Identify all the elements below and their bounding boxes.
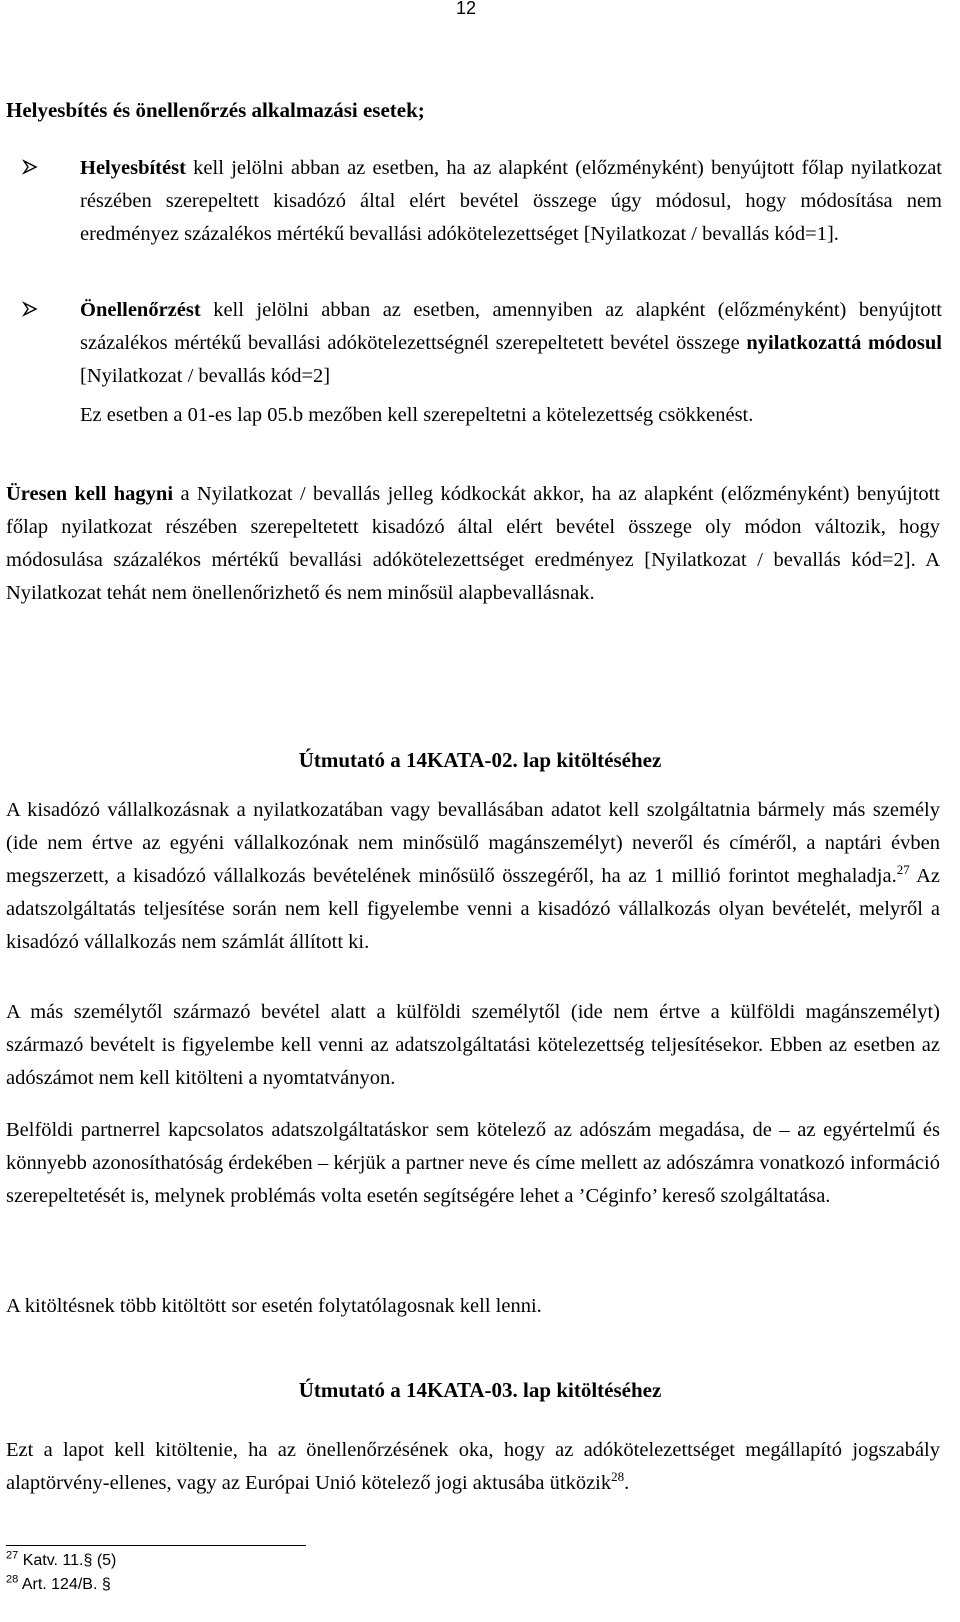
section-02-paragraph-1: A kisadózó vállalkozásnak a nyilatkozatában vagy bevallásában adatot kell szolgáltatnia bármely más személy (ide nem értve az egyéni vállalkozónak nem minősülő magánszemélyt) neveről és címéről, a naptári évben megszerzett, a kisadózó vállalkozás bevételének minősülő összegéről, ha az 1 millió forintot meghaladja.$^{27}$ Az adatszolgáltatás teljesítése során nem kell figyelembe venni a kisadózó vállalkozás olyan bevételét, melyről a kisadózó vállalkozás nem számlát állított ki. (6, 799, 940, 953)
arrow-bullet-icon (22, 159, 38, 175)
section-02-paragraph-4: A kitöltésnek több kitöltött sor esetén folytatólagosnak kell lenni. (6, 1295, 542, 1317)
bullet-note: Ez esetben a 01-es lap 05.b mezőben kell szerepeltetni a kötelezettség csökkenést. (80, 404, 754, 426)
section-02-paragraph-3: Belföldi partnerrel kapcsolatos adatszolgáltatáskor sem kötelező az adószám megadása, de – az egyértelmű és könnyebb azonosíthatóság érdekében – kérjük a partner neve és címe mellett az adószámra vonatkozó információ szerepeltetését is, melynek problémás volta esetén segítségére lehet a ’Céginfo’ kereső szolgáltatása. (6, 1119, 940, 1207)
bullet-text: Helyesbítést kell jelölni abban az esetben, ha az alapként (előzményként) benyújtott főlap nyilatkozat részében szerepeltett kisadózó által elért bevétel összege úgy módosul, hogy módosítása nem eredményez százalékos mértékű bevallási adókötelezettséget [Nyilatkozat / bevallás kód=1]. (80, 157, 942, 245)
bullet-helyesbites (22, 152, 942, 251)
arrow-bullet-icon (22, 301, 38, 317)
page-number: 12 (456, 0, 477, 18)
section-02-title: Útmutató a 14KATA-02. lap kitöltéséhez (298, 748, 662, 772)
paragraph-uresen: Üresen kell hagyni a Nyilatkozat / bevallás jelleg kódkockát akkor, ha az alapként (előzményként) benyújtott főlap nyilatkozat részében szerepeltetett kisadózó által elért bevétel összege oly módon változik, hogy módosulása százalékos mértékű bevallási adókötelezettséget eredményez [Nyilatkozat / bevallás kód=2]. A Nyilatkozat tehát nem önellenőrizhető és nem minősül alapbevallásnak. (6, 483, 940, 604)
section-heading: Helyesbítés és önellenőrzés alkalmazási esetek; (6, 98, 425, 122)
footnote-27: $^{27}$ Katv. 11.§ (5) (6, 1549, 117, 1569)
footnote-ref: 27 (896, 862, 910, 878)
section-02-paragraph-2: A más személytől származó bevétel alatt a külföldi személytől (ide nem értve a külföldi magánszemélyt) származó bevételt is figyelembe kell venni az adatszolgáltatási kötelezettség teljesítésekor. Ebben az esetben az adószámot nem kell kitölteni a nyomtatványon. (6, 1001, 940, 1089)
section-03-title: Útmutató a 14KATA-03. lap kitöltéséhez (298, 1378, 662, 1402)
section-03-paragraph-1: Ezt a lapot kell kitöltenie, ha az önellenőrzésének oka, hogy az adókötelezettséget megállapító jogszabály alaptörvény-ellenes, vagy az Európai Unió kötelező jogi aktusába ütközik$^{28}$. (6, 1439, 940, 1494)
footnote-divider (6, 1545, 306, 1546)
footnote-ref: 28 (611, 1469, 625, 1485)
bullet-onellenorzes (22, 294, 942, 432)
footnote-28: $^{28}$ Art. 124/B. § (6, 1573, 111, 1593)
bullet-text: Önellenőrzést kell jelölni abban az esetben, amennyiben az alapként (előzményként) benyújtott százalékos mértékű bevallási adókötelezettségnél szerepeltetett bevétel összege nyilatkozattá módosul [Nyilatkozat / bevallás kód=2] (80, 299, 943, 387)
